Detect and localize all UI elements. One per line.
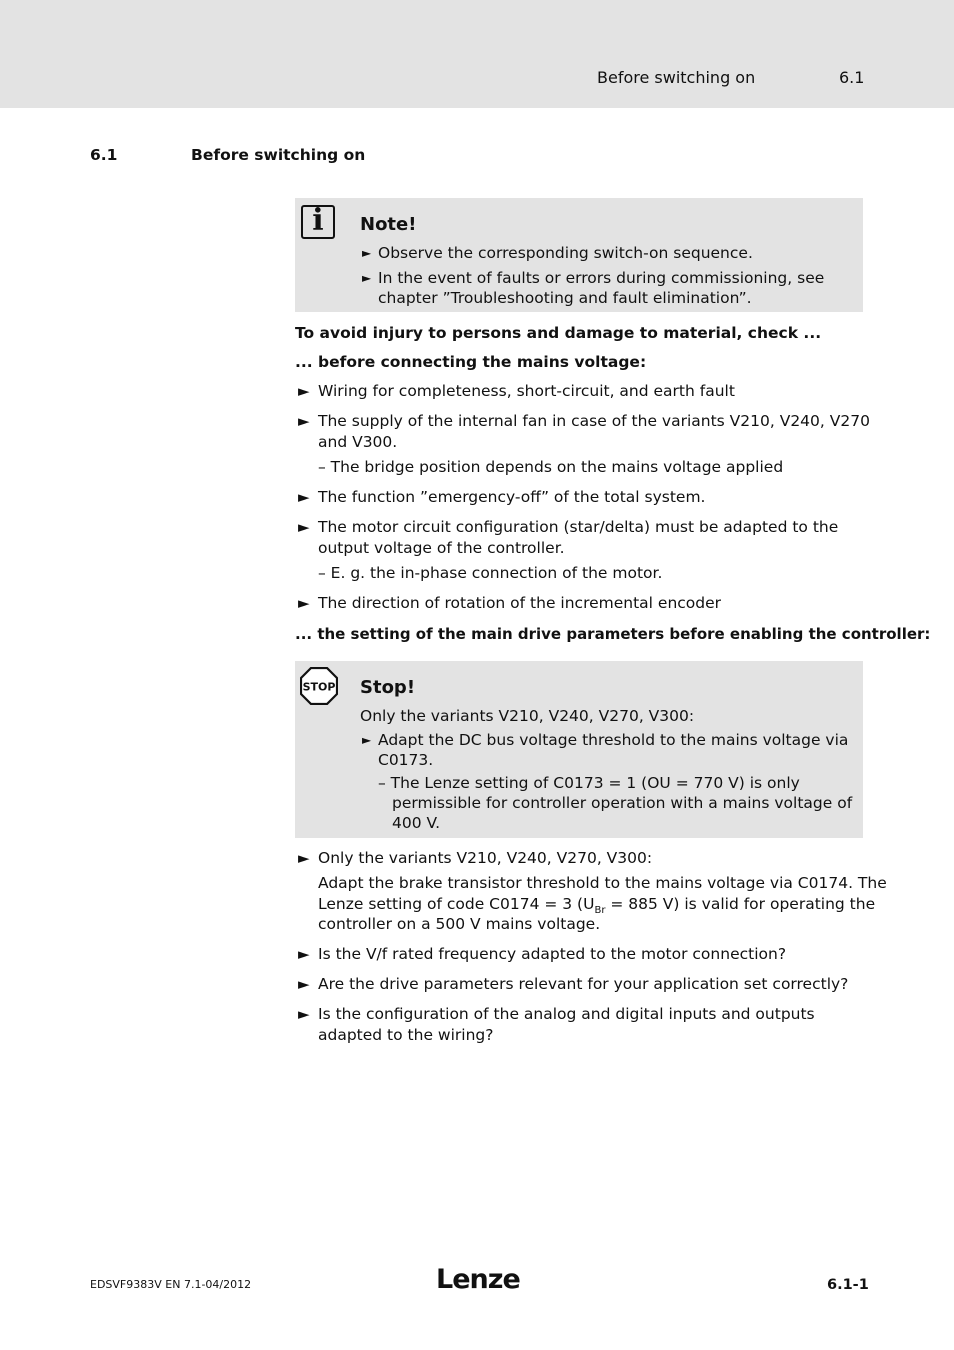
bullet-icon: ► (298, 945, 310, 963)
param-check-3: Are the drive parameters relevant for your application set correctly? (318, 975, 849, 993)
param-check-1-para-2: Lenze setting of code C0174 = 3 ($U_{Br} = 885$ V) is valid for operating the (318, 895, 876, 917)
bullet-icon: ► (298, 1005, 310, 1023)
stop-sub-line-3: 400 V. (392, 814, 441, 832)
stop-bullet-icon: ► (362, 733, 372, 747)
note-item-2-line-2: chapter ”Troubleshooting and fault elimination”. (378, 289, 752, 307)
footer-page-number: 6.1-1 (827, 1277, 869, 1293)
stop-item-line-1: Adapt the DC bus voltage threshold to the mains voltage via (378, 731, 849, 749)
param-check-4-line-2: adapted to the wiring? (318, 1026, 494, 1044)
mains-check-4-sub: – E. g. the in-phase connection of the motor. (318, 564, 663, 582)
mains-check-4-line-2: output voltage of the controller. (318, 539, 565, 557)
stop-title: Stop! (360, 677, 416, 698)
mains-check-5: The direction of rotation of the incremental encoder (318, 594, 722, 612)
note-item-1: Observe the corresponding switch-on sequence. (378, 244, 753, 262)
param-check-1: Only the variants V210, V240, V270, V300: (318, 849, 653, 867)
check-intro: To avoid injury to persons and damage to material, check ... (295, 324, 822, 342)
header-section-number: 6.1 (839, 68, 865, 87)
note-title: Note! (360, 214, 417, 235)
params-heading: ... the setting of the main drive parameters before enabling the controller: (295, 625, 931, 643)
info-icon: i (301, 205, 335, 239)
stop-sub-line-1: – The Lenze setting of C0173 = 1 (OU = 770 V) is only (378, 774, 800, 792)
header-band (0, 0, 954, 108)
note-bullet-icon: ► (362, 246, 372, 260)
bullet-icon: ► (298, 518, 310, 536)
mains-check-2-sub: – The bridge position depends on the mains voltage applied (318, 458, 784, 476)
before-mains-heading: ... before connecting the mains voltage: (295, 353, 647, 371)
mains-check-1: Wiring for completeness, short-circuit, and earth fault (318, 382, 735, 400)
param-check-4-line-1: Is the configuration of the analog and digital inputs and outputs (318, 1005, 815, 1023)
note-item-2-line-1: In the event of faults or errors during commissioning, see (378, 269, 825, 287)
param-check-2: Is the V/f rated frequency adapted to the motor connection? (318, 945, 787, 963)
bullet-icon: ► (298, 849, 310, 867)
bullet-icon: ► (298, 975, 310, 993)
bullet-icon: ► (298, 594, 310, 612)
mains-check-2-line-1: The supply of the internal fan in case of the variants V210, V240, V270 (318, 412, 870, 430)
param-check-1-para-1: Adapt the brake transistor threshold to the mains voltage via C0174. The (318, 874, 887, 892)
stop-item-line-2: C0173. (378, 751, 434, 769)
mains-check-2-line-2: and V300. (318, 433, 398, 451)
stop-intro: Only the variants V210, V240, V270, V300: (360, 707, 695, 725)
param-check-1-para-3: controller on a 500 V mains voltage. (318, 915, 601, 933)
bullet-icon: ► (298, 412, 310, 430)
bullet-icon: ► (298, 382, 310, 400)
lenze-logo: Lenze (436, 1264, 520, 1295)
footer-doc-id: EDSVF9383V EN 7.1-04/2012 (90, 1278, 252, 1291)
mains-check-4-line-1: The motor circuit configuration (star/delta) must be adapted to the (318, 518, 839, 536)
header-title: Before switching on (597, 68, 756, 87)
note-bullet-icon: ► (362, 271, 372, 285)
bullet-icon: ► (298, 488, 310, 506)
stop-icon (300, 667, 338, 705)
section-number: 6.1 (90, 146, 118, 164)
mains-check-3: The function ”emergency-off” of the total system. (318, 488, 706, 506)
stop-sub-line-2: permissible for controller operation with a mains voltage of (392, 794, 853, 812)
stop-icon-text: STOP (302, 680, 336, 694)
section-title: Before switching on (191, 146, 366, 164)
